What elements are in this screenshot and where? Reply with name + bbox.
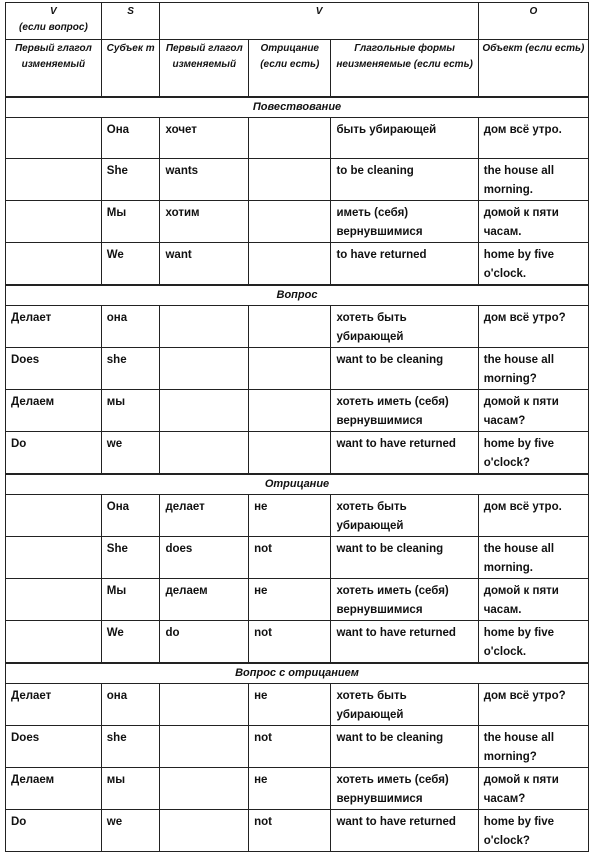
header-first-verb-2: Первый глагол изменяемый bbox=[160, 40, 249, 98]
header-s: S bbox=[101, 3, 160, 40]
header-v-question: V (если вопрос) bbox=[6, 3, 102, 40]
cell-verb-first: Делаем bbox=[6, 390, 102, 432]
cell-verb: want bbox=[160, 243, 249, 286]
cell-negation: не bbox=[249, 684, 331, 726]
cell-verb: does bbox=[160, 537, 249, 579]
table-row bbox=[6, 432, 589, 475]
header-object: Объект (если есть) bbox=[478, 40, 588, 98]
table-row bbox=[6, 768, 589, 810]
cell-negation bbox=[249, 159, 331, 201]
header-subject: Субъек т bbox=[101, 40, 160, 98]
cell-verb-forms: want to have returned bbox=[331, 432, 478, 475]
cell-verb-forms: хотеть иметь (себя) вернувшимися bbox=[331, 768, 478, 810]
cell-negation bbox=[249, 243, 331, 286]
cell-subject: мы bbox=[101, 390, 160, 432]
cell-negation: not bbox=[249, 537, 331, 579]
cell-verb bbox=[160, 810, 249, 852]
cell-object: домой к пяти часам. bbox=[478, 579, 588, 621]
table-row bbox=[6, 201, 589, 243]
cell-negation bbox=[249, 348, 331, 390]
cell-negation: не bbox=[249, 495, 331, 537]
cell-verb-first: Do bbox=[6, 432, 102, 475]
section-header-row bbox=[6, 285, 589, 306]
cell-verb: хотим bbox=[160, 201, 249, 243]
cell-negation bbox=[249, 432, 331, 475]
cell-verb-first bbox=[6, 243, 102, 286]
cell-object: дом всё утро. bbox=[478, 118, 588, 159]
table-row bbox=[6, 118, 589, 159]
cell-negation: не bbox=[249, 768, 331, 810]
cell-verb-forms: want to be cleaning bbox=[331, 537, 478, 579]
header-v: V bbox=[160, 3, 478, 40]
cell-verb: делаем bbox=[160, 579, 249, 621]
cell-object: the house all morning? bbox=[478, 726, 588, 768]
section-title: Отрицание bbox=[6, 474, 589, 495]
table-row bbox=[6, 495, 589, 537]
cell-subject: мы bbox=[101, 768, 160, 810]
cell-verb-first: Делаем bbox=[6, 768, 102, 810]
cell-subject: she bbox=[101, 726, 160, 768]
cell-verb-forms: быть убирающей bbox=[331, 118, 478, 159]
cell-verb-first: Do bbox=[6, 810, 102, 852]
cell-verb bbox=[160, 348, 249, 390]
cell-object: домой к пяти часам? bbox=[478, 390, 588, 432]
table-row bbox=[6, 684, 589, 726]
cell-object: home by five o'clock? bbox=[478, 432, 588, 475]
table-body bbox=[6, 3, 589, 852]
cell-verb-forms: to be cleaning bbox=[331, 159, 478, 201]
header-verb-forms: Глагольные формы неизменяемые (если есть) bbox=[331, 40, 478, 98]
table-row bbox=[6, 726, 589, 768]
table-row bbox=[6, 579, 589, 621]
cell-subject: Она bbox=[101, 495, 160, 537]
cell-subject: Она bbox=[101, 118, 160, 159]
cell-subject: we bbox=[101, 810, 160, 852]
section-header-row bbox=[6, 97, 589, 118]
cell-object: дом всё утро. bbox=[478, 495, 588, 537]
cell-verb bbox=[160, 390, 249, 432]
cell-verb-first bbox=[6, 621, 102, 664]
table-row bbox=[6, 390, 589, 432]
cell-verb-first bbox=[6, 537, 102, 579]
header-row-sub bbox=[6, 40, 589, 98]
cell-subject: Мы bbox=[101, 201, 160, 243]
cell-negation bbox=[249, 306, 331, 348]
section-header-row bbox=[6, 663, 589, 684]
cell-verb-first bbox=[6, 495, 102, 537]
table-row bbox=[6, 243, 589, 286]
cell-verb-first bbox=[6, 159, 102, 201]
cell-negation: not bbox=[249, 621, 331, 664]
cell-verb: do bbox=[160, 621, 249, 664]
section-header-row bbox=[6, 474, 589, 495]
section-title: Вопрос с отрицанием bbox=[6, 663, 589, 684]
cell-negation bbox=[249, 201, 331, 243]
cell-verb bbox=[160, 768, 249, 810]
cell-verb-first bbox=[6, 579, 102, 621]
table-row bbox=[6, 306, 589, 348]
cell-verb-forms: to have returned bbox=[331, 243, 478, 286]
cell-verb-forms: хотеть иметь (себя) вернувшимися bbox=[331, 390, 478, 432]
header-row-top bbox=[6, 3, 589, 40]
cell-negation: not bbox=[249, 726, 331, 768]
cell-verb-forms: иметь (себя) вернувшимися bbox=[331, 201, 478, 243]
cell-verb-first: Does bbox=[6, 726, 102, 768]
header-negation: Отрицание (если есть) bbox=[249, 40, 331, 98]
cell-verb bbox=[160, 306, 249, 348]
cell-verb-forms: хотеть быть убирающей bbox=[331, 306, 478, 348]
cell-object: the house all morning. bbox=[478, 537, 588, 579]
cell-object: the house all morning? bbox=[478, 348, 588, 390]
cell-verb bbox=[160, 432, 249, 475]
table-row bbox=[6, 537, 589, 579]
cell-verb: wants bbox=[160, 159, 249, 201]
cell-object: home by five o'clock. bbox=[478, 243, 588, 286]
cell-negation bbox=[249, 390, 331, 432]
cell-object: дом всё утро? bbox=[478, 306, 588, 348]
table-row bbox=[6, 348, 589, 390]
cell-verb: хочет bbox=[160, 118, 249, 159]
table-row bbox=[6, 621, 589, 664]
cell-subject: she bbox=[101, 348, 160, 390]
cell-subject: She bbox=[101, 537, 160, 579]
cell-subject: She bbox=[101, 159, 160, 201]
cell-subject: we bbox=[101, 432, 160, 475]
cell-object: the house all morning. bbox=[478, 159, 588, 201]
cell-verb-forms: want to be cleaning bbox=[331, 348, 478, 390]
cell-verb: делает bbox=[160, 495, 249, 537]
cell-verb-forms: хотеть иметь (себя) вернувшимися bbox=[331, 579, 478, 621]
cell-subject: Мы bbox=[101, 579, 160, 621]
cell-negation: not bbox=[249, 810, 331, 852]
cell-object: home by five o'clock? bbox=[478, 810, 588, 852]
section-title: Вопрос bbox=[6, 285, 589, 306]
section-title: Повествование bbox=[6, 97, 589, 118]
cell-verb bbox=[160, 684, 249, 726]
cell-object: home by five o'clock. bbox=[478, 621, 588, 664]
table-row bbox=[6, 810, 589, 852]
cell-verb-first: Делает bbox=[6, 306, 102, 348]
cell-object: дом всё утро? bbox=[478, 684, 588, 726]
cell-verb-first bbox=[6, 201, 102, 243]
cell-negation: не bbox=[249, 579, 331, 621]
cell-subject: она bbox=[101, 306, 160, 348]
cell-object: домой к пяти часам. bbox=[478, 201, 588, 243]
grammar-table-container bbox=[5, 2, 589, 852]
cell-verb-forms: хотеть быть убирающей bbox=[331, 495, 478, 537]
cell-verb bbox=[160, 726, 249, 768]
cell-object: домой к пяти часам? bbox=[478, 768, 588, 810]
cell-verb-first: Делает bbox=[6, 684, 102, 726]
cell-verb-forms: want to have returned bbox=[331, 810, 478, 852]
cell-verb-forms: want to have returned bbox=[331, 621, 478, 664]
cell-negation bbox=[249, 118, 331, 159]
cell-subject: она bbox=[101, 684, 160, 726]
cell-verb-forms: хотеть быть убирающей bbox=[331, 684, 478, 726]
cell-verb-forms: want to be cleaning bbox=[331, 726, 478, 768]
grammar-table bbox=[5, 2, 589, 852]
cell-subject: We bbox=[101, 243, 160, 286]
cell-subject: We bbox=[101, 621, 160, 664]
cell-verb-first: Does bbox=[6, 348, 102, 390]
cell-verb-first bbox=[6, 118, 102, 159]
header-first-verb: Первый глагол изменяемый bbox=[6, 40, 102, 98]
table-row bbox=[6, 159, 589, 201]
header-o: O bbox=[478, 3, 588, 40]
